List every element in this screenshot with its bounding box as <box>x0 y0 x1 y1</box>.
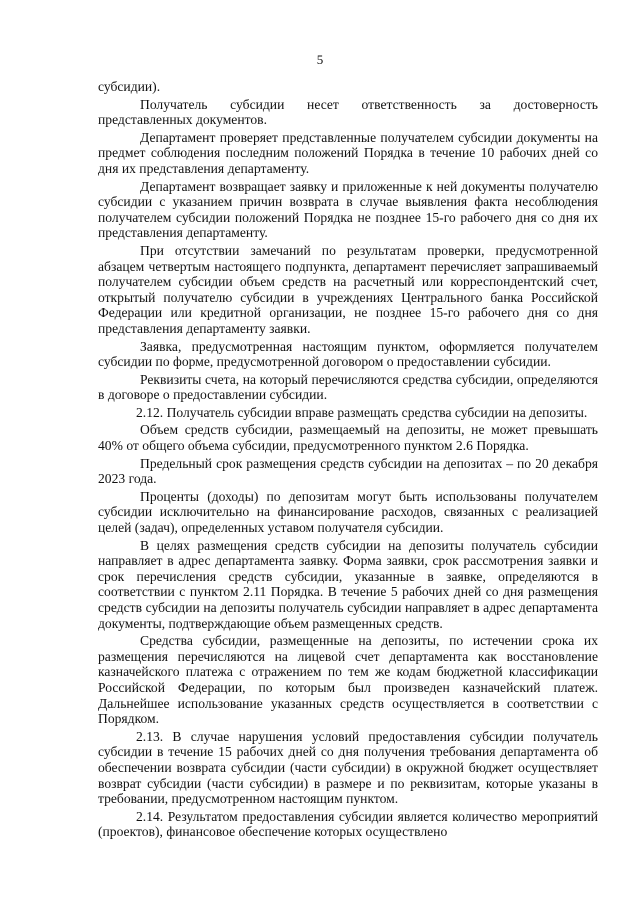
clause-2-12: 2.12. Получатель субсидии вправе размещать средства субсидии на депозиты. <box>136 404 588 420</box>
paragraph-account-details: Реквизиты счета, на который перечисляются средства субсидии, определяются в договоре о предоставлении субсидии. <box>98 371 598 403</box>
paragraph-continuation: субсидии). <box>98 79 161 94</box>
paragraph-responsibility: Получатель субсидии несет ответственность за достоверность представленных документов. <box>98 96 598 128</box>
paragraph-application-form: Заявка, предусмотренная настоящим пунктом, оформляется получателем субсидии по форме, предусмотренной договором о предоставлении субсидии. <box>98 338 598 370</box>
paragraph-deposit-application: В целях размещения средств субсидии на депозиты получатель субсидии направляет в адрес департамента заявку. Форма заявки, срок рассмотрения заявки и срок перечисления средств субсидии, указанные в заявке, определяются в соответствии с пунктом 2.11 Порядка. В течение 5 рабочих дней со дня размещения средств субсидии на депозиты получатель субсидии направляет в адрес департамента документы, подтверждающие объем размещенных средств. <box>98 537 598 631</box>
paragraph-deposit-return: Средства субсидии, размещенные на депозиты, по истечении срока их размещения перечисляются на лицевой счет департамента как восстановление казначейского платежа с отражением по тем же кодам бюджетной классификации Российской Федерации, по которым был произведен казначейский платеж. Дальнейшее использование указанных средств осуществляется в соответствии с Порядком. <box>98 633 598 727</box>
clause-2-13: 2.13. В случае нарушения условий предоставления субсидии получатель субсидии в течение 15 рабочих дней со дня получения требования департамента об обеспечении возврата субсидии (части субсидии) в окружной бюджет осуществляет возврат субсидии (части субсидии) в размере и по реквизитам, которые указаны в требовании, предусмотренном настоящим пунктом. <box>98 728 598 807</box>
paragraph-deposit-interest: Проценты (доходы) по депозитам могут быть использованы получателем субсидии исключительно на финансирование расходов, связанных с реализацией целей (задач), определенных уставом получателя субсидии. <box>98 488 598 536</box>
paragraph-deposit-volume: Объем средств субсидии, размещаемый на депозиты, не может превышать 40% от общего объема субсидии, предусмотренного пунктом 2.6 Порядка. <box>98 422 598 454</box>
paragraph-deposit-deadline: Предельный срок размещения средств субсидии на депозитах – по 20 декабря 2023 года. <box>98 455 598 487</box>
paragraph-transfer-funds: При отсутствии замечаний по результатам проверки, предусмотренной абзацем четвертым настоящего подпункта, департамент перечисляет запрашиваемый получателем субсидии объем средств на расчетный или корреспондентский счет, открытый получателю субсидии в учреждениях Центрального банка Российской Федерации или кредитной организации, не позднее 15-го рабочего дня со дня представления департаменту заявки. <box>98 242 598 336</box>
paragraph-document-check: Департамент проверяет представленные получателем субсидии документы на предмет соблюдения последним положений Порядка в течение 10 рабочих дней со дня их представления департаменту. <box>98 129 598 176</box>
paragraph-return-application: Департамент возвращает заявку и приложенные к ней документы получателю субсидии с указанием причин возврата в случае выявления факта несоблюдения получателем субсидии положений Порядка не позднее 15-го рабочего дня со дня их представления департаменту. <box>98 178 598 241</box>
page-number: 5 <box>316 52 324 67</box>
clause-2-14: 2.14. Результатом предоставления субсидии является количество мероприятий (проектов), финансовое обеспечение которых осуществлено <box>98 808 598 840</box>
document-body <box>98 79 598 842</box>
